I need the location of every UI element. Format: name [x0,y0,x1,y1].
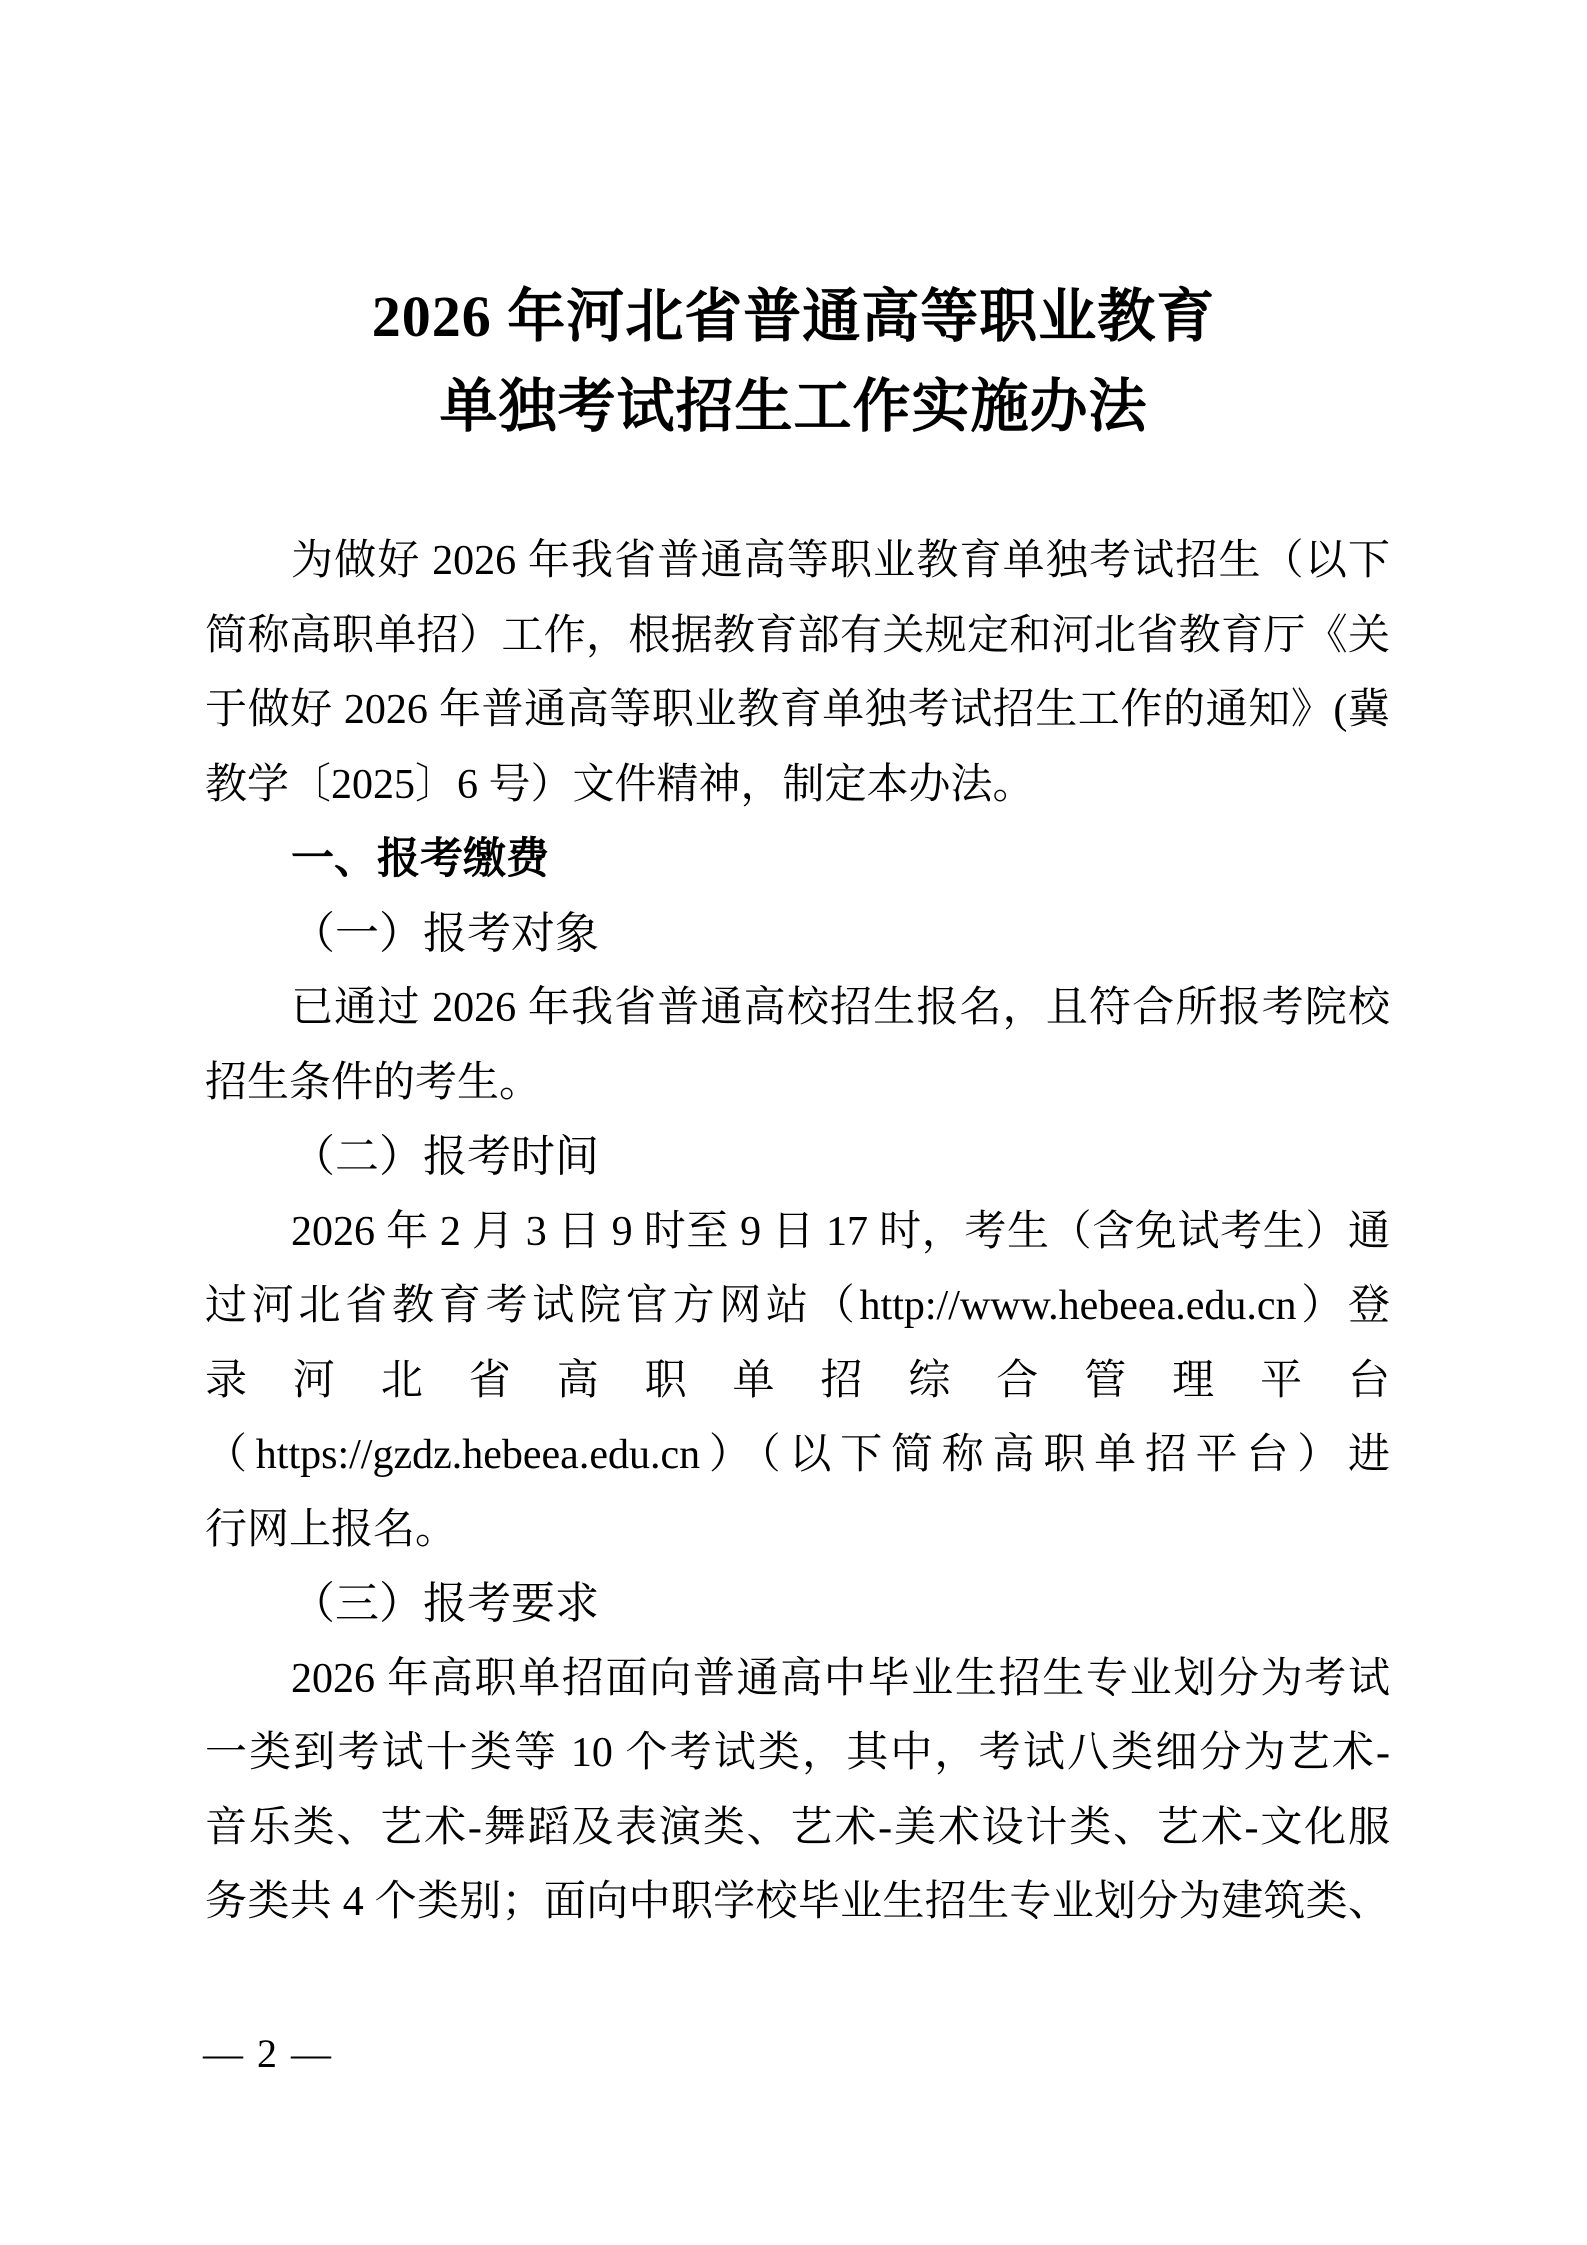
document-line: 已通过 2026 年我省普通高校招生报名，且符合所报考院校 [291,985,1390,1031]
document-line: 招生条件的考生。 [205,1059,542,1106]
document-line: 务类共 4 个类别；面向中职学校毕业生招生专业划分为建筑类、 [205,1879,1390,1925]
section-heading: 一、报考缴费 [291,835,549,883]
document-line: 教学〔2025〕6 号）文件精神，制定本办法。 [205,761,1035,808]
document-title-line-1: 2026 年河北省普通高等职业教育 [371,284,1216,349]
document-line: 2026 年高职单招面向普通高中毕业生招生专业划分为考试 [291,1655,1390,1702]
document-line: （https://gzdz.hebeea.edu.cn）（以下简称高职单招平台）进 [205,1432,1390,1478]
document-line: 一类到考试十类等 10 个考试类，其中，考试八类细分为艺术- [205,1730,1390,1776]
document-line: 音乐类、艺术-舞蹈及表演类、艺术-美术设计类、艺术-文化服 [205,1804,1390,1851]
document-body [205,524,1390,1940]
document-line: 2026 年 2 月 3 日 9 时至 9 日 17 时，考生（含免试考生）通 [291,1208,1390,1255]
document-line: 于做好 2026 年普通高等职业教育单独考试招生工作的通知》(冀 [205,687,1390,733]
document-title-line-2: 单独考试招生工作实施办法 [439,374,1148,439]
document-line: 过河北省教育考试院官方网站（http://www.hebeea.edu.cn）登 [205,1283,1390,1329]
subsection-heading: （三）报考要求 [291,1579,599,1628]
document-title [0,272,1587,452]
subsection-heading: （二）报考时间 [291,1132,599,1181]
document-line: 行网上报名。 [205,1506,458,1553]
document-line: 录 河 北 省 高 职 单 招 综 合 管 理 平 台 [205,1357,1390,1404]
page-number: — 2 — [203,2031,333,2076]
document-line: 简称高职单招）工作，根据教育部有关规定和河北省教育厅《关 [205,612,1390,659]
subsection-heading: （一）报考对象 [291,908,599,958]
document-line: 为做好 2026 年我省普通高等职业教育单独考试招生（以下 [291,538,1390,584]
